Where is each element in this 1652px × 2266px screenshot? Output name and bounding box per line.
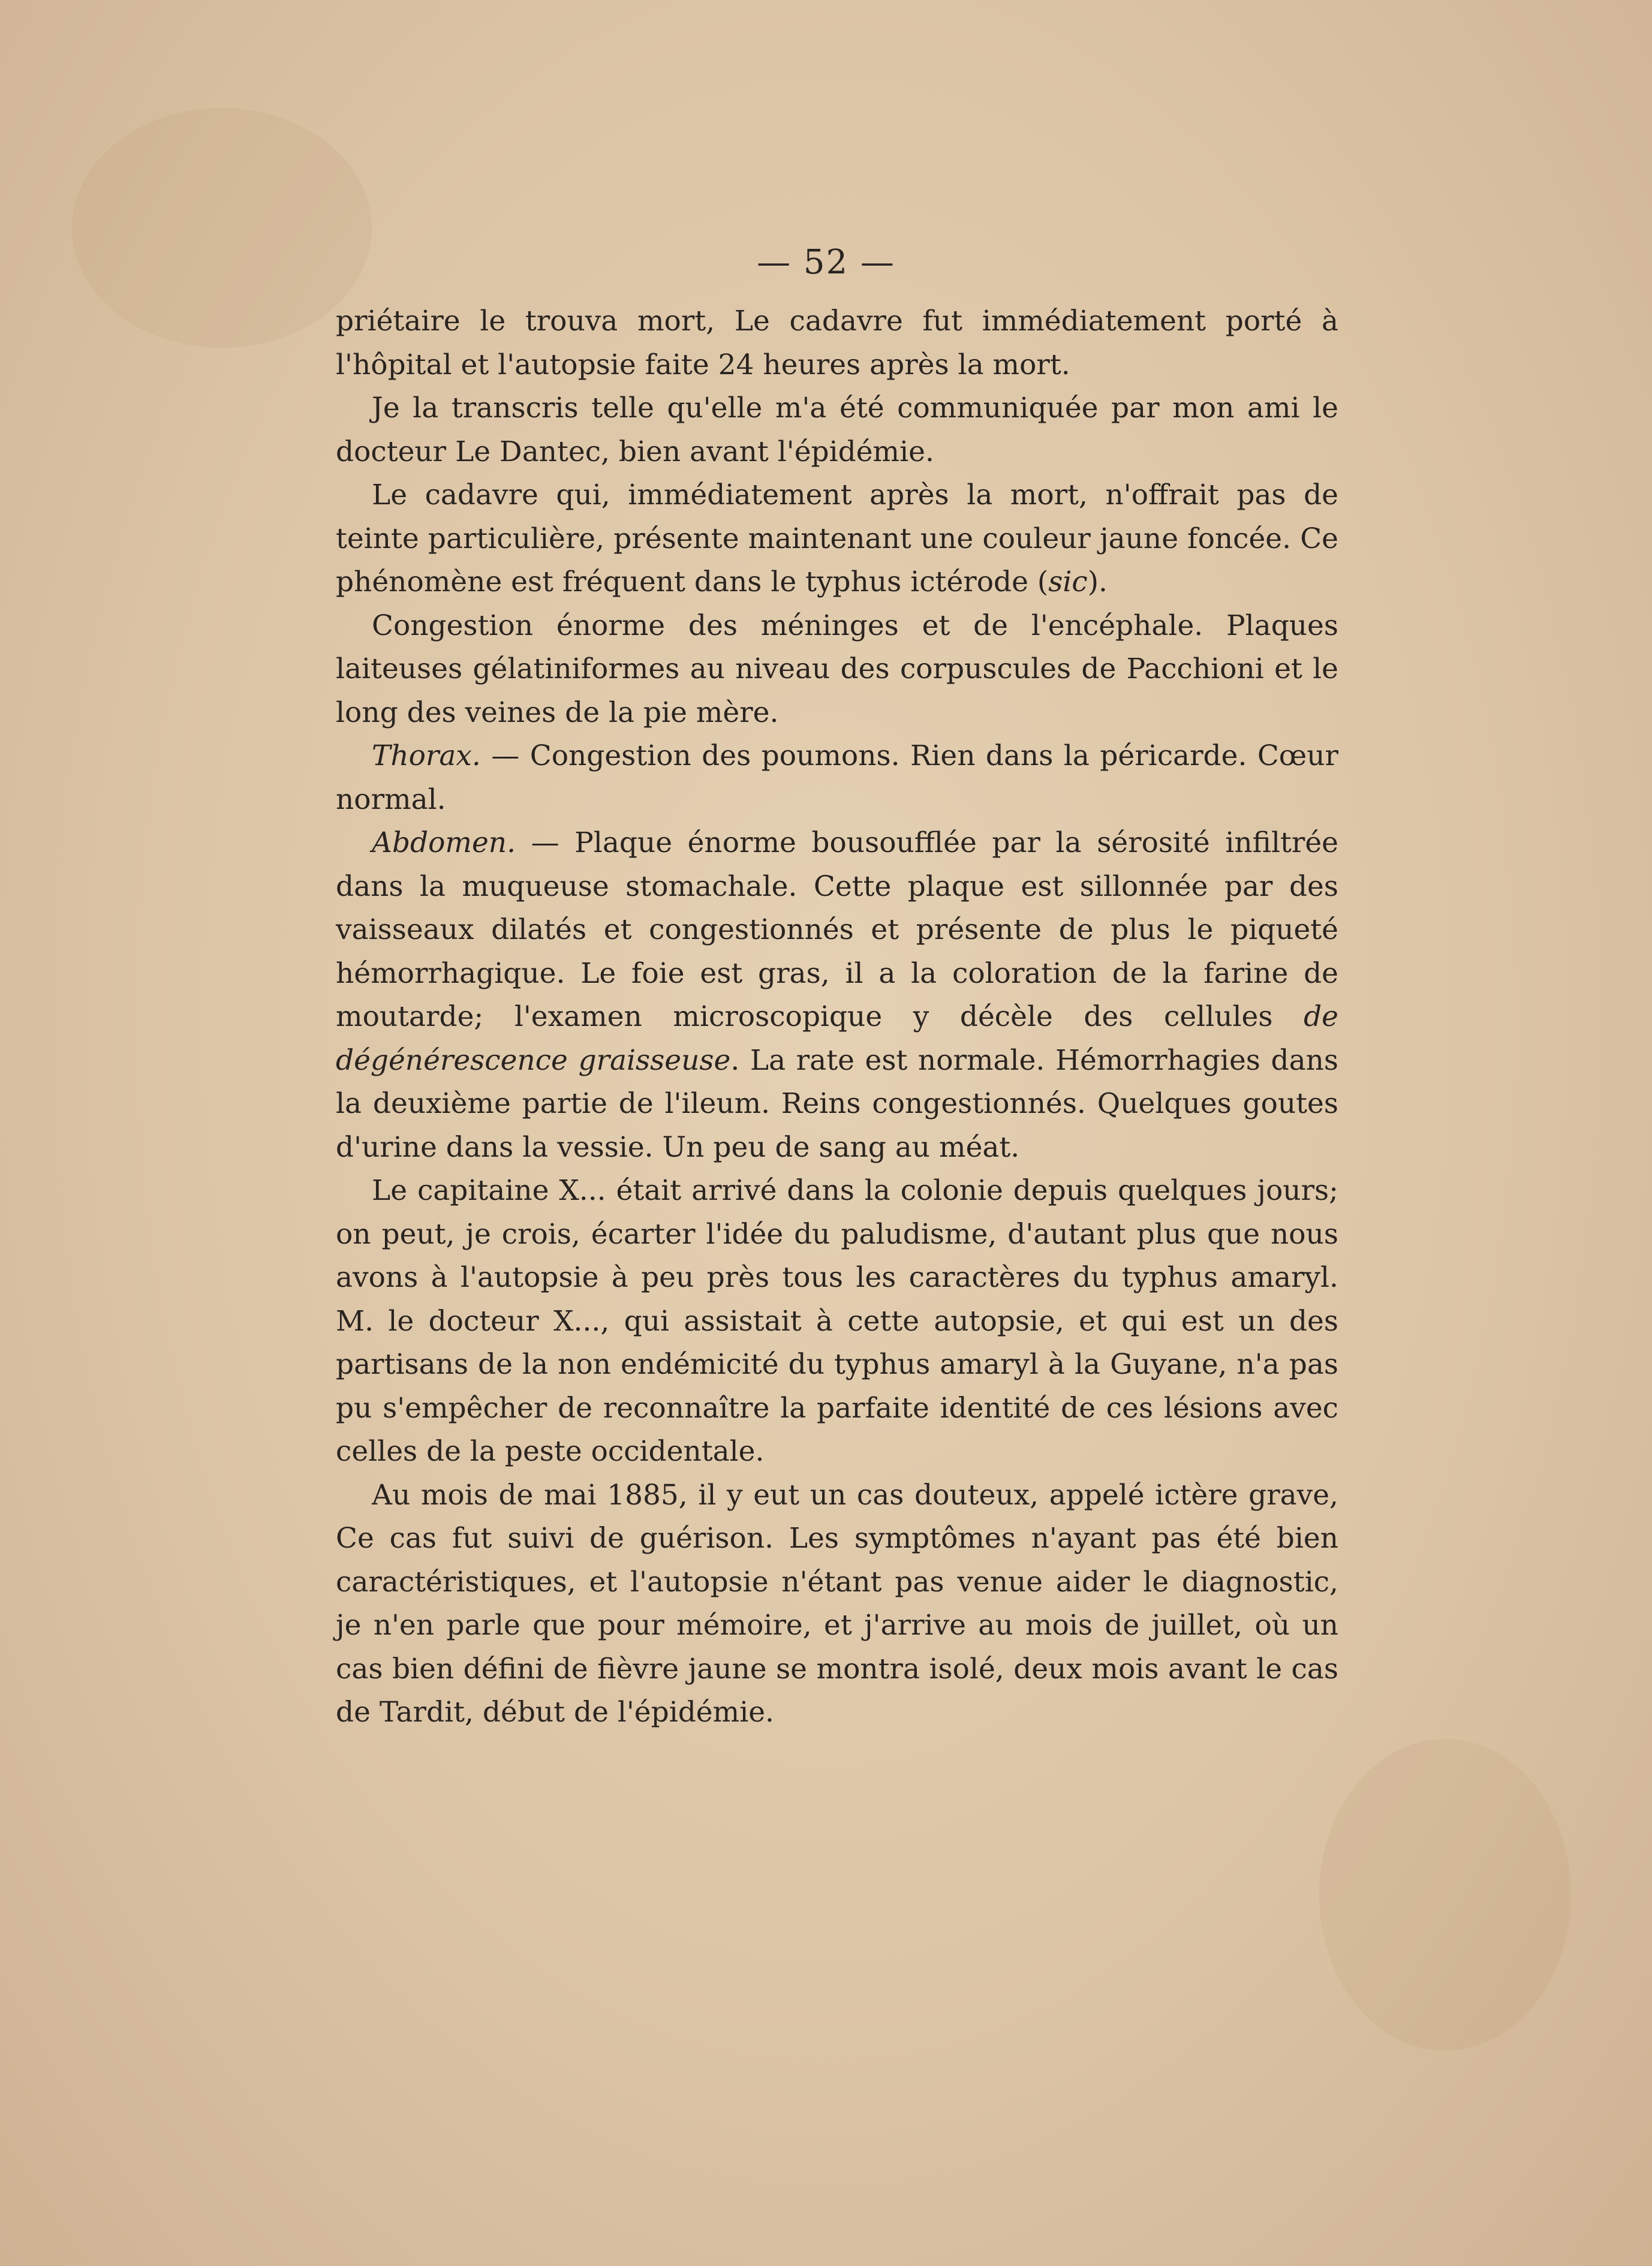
paragraph-text: ). <box>1087 565 1108 598</box>
paragraph-text: Le capitaine X... était arrivé dans la colonie depuis quelques jours; on peut, je crois, écarter l'idée du paludisme, d'autant plus que nous avons à l'autopsie à peu près tous les caractères du typhus amaryl. M. le docteur X..., qui assistait à cette autopsie, et qui est un des partisans de la non endémicité du typhus amaryl à la Guyane, n'a pas pu s'empêcher de reconnaître la parfaite identité de ces lésions avec celles de la peste occidentale. <box>336 1174 1338 1468</box>
paragraph-text: . La rate est normale. Hémorrhagies dans la deuxième partie de l'ileum. Reins congestionnés. Quelques goutes d'urine dans la vessie. Un peu de sang au méat. <box>336 1043 1339 1164</box>
section-label: Abdomen. <box>372 826 516 859</box>
paragraph-text: Au mois de mai 1885, il y eut un cas douteux, appelé ictère grave, Ce cas fut suivi de guérison. Les symptômes n'ayant pas été bien caractéristiques, et l'autopsie n'étant pas venue aider le diagnostic, je n'en parle que pour mémoire, et j'arrive au mois de juillet, où un cas bien défini de fièvre jaune se montra isolé, deux mois avant le cas de Tardit, début de l'épidémie. <box>336 1478 1338 1729</box>
page-number: — 52 — <box>757 243 895 282</box>
paragraph <box>336 735 1338 821</box>
paragraph <box>336 821 1338 1169</box>
paragraph-text: Je la transcris telle qu'elle m'a été communiquée par mon ami le docteur Le Dantec, bien avant l'épidémie. <box>336 392 1338 468</box>
paragraph <box>336 1169 1338 1474</box>
paragraph <box>336 474 1338 604</box>
paper-stain <box>72 108 372 348</box>
paragraph <box>336 1474 1338 1735</box>
paragraph-text: Congestion énorme des méninges et de l'encéphale. Plaques laiteuses gélatiniformes au niveau des corpuscules de Pacchioni et le long des veines de la pie mère. <box>336 609 1338 729</box>
paragraph-text: — Plaque énorme bousoufflée par la sérosité infiltrée dans la muqueuse stomachale. Cette plaque est sillonnée par des vaisseaux dilatés et congestionnés et présente de plus le piqueté hémorrhagique. Le foie est gras, il a la coloration de la farine de moutarde; l'examen microscopique y décèle des cellules <box>336 826 1338 1033</box>
paragraph <box>336 387 1338 474</box>
paragraph-text: priétaire le trouva mort, Le cadavre fut immédiatement porté à l'hôpital et l'autopsie faite 24 heures après la mort. <box>336 305 1338 381</box>
body-text <box>336 300 1338 1735</box>
paper-stain <box>1319 1739 1571 2051</box>
section-label: Thorax. <box>372 739 481 772</box>
paragraph <box>336 300 1338 387</box>
paragraph <box>336 604 1338 735</box>
paragraph-text: Le cadavre qui, immédiatement après la mort, n'offrait pas de teinte particulière, présente maintenant une couleur jaune foncée. Ce phénomène est fréquent dans le typhus ictérode ( <box>336 479 1338 598</box>
paragraph-text: — Congestion des poumons. Rien dans la péricarde. Cœur normal. <box>336 739 1338 816</box>
italic-text: de dégénérescence graisseuse <box>336 1000 1338 1077</box>
italic-text: sic <box>1048 565 1088 598</box>
